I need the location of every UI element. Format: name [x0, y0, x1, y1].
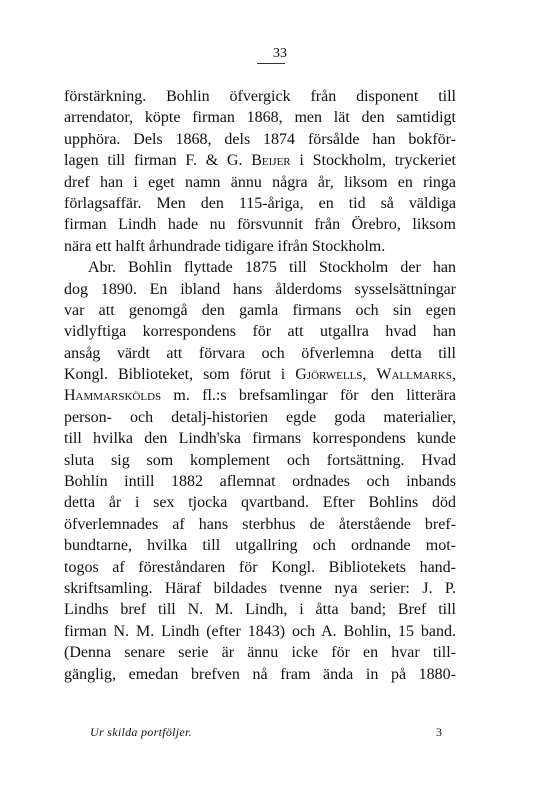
text-line: arrendator, köpte firman 1868, men lät den samtidigt — [64, 109, 456, 127]
signature-title: Ur skilda portföljer. — [90, 725, 192, 739]
footer — [90, 725, 442, 739]
text-line: firman Lindh hade nu försvunnit från Örebro, liksom — [64, 216, 456, 234]
text-line: öfverlemnades af hans sterbhus de återstående bref- — [64, 515, 456, 533]
text-line: upphöra. Dels 1868, dels 1874 försålde han bokför- — [64, 130, 456, 148]
text-line: till hvilka den Lindh'ska firmans korrespondens kunde — [64, 430, 456, 448]
text-line: Hammarskölds m. fl.:s brefsamlingar för den litterära — [64, 387, 456, 405]
text-line: lagen till firman F. & G. Beijer i Stockholm, tryckeriet — [64, 152, 457, 170]
text-line: nära ett halft århundrade tidigare ifrån Stockholm. — [64, 237, 386, 255]
page-number: 33 — [273, 46, 287, 61]
text-line: dref han i eget namn ännu några år, liksom en ringa — [64, 173, 456, 191]
text-line: dog 1890. En ibland hans ålderdoms sysselsättningar — [64, 280, 456, 298]
signature-number: 3 — [436, 725, 442, 739]
text-line: detta år i sex tjocka qvartband. Efter Bohlins död — [64, 494, 456, 512]
page-number-rule — [257, 63, 285, 64]
text-line: person- och detalj-historien egde goda materialier, — [64, 408, 456, 426]
text-line: firman N. M. Lindh (efter 1843) och A. Bohlin, 15 band. — [64, 622, 456, 640]
text-line: vidlyftiga korrespondens för att utgallra hvad han — [64, 323, 456, 341]
text-line: förlagsaffär. Men den 115-åriga, en tid så väldiga — [64, 194, 456, 212]
text-line: Bohlin intill 1882 aflemnat ordnades och inbands — [64, 473, 456, 491]
text-line: var att genomgå den gamla firmans och sin egen — [64, 301, 456, 319]
paragraph-start-line: Abr. Bohlin flyttade 1875 till Stockholm der han — [88, 259, 456, 277]
body-text — [64, 86, 456, 685]
text-line: sluta sig som komplement och fortsättning. Hvad — [64, 451, 456, 469]
text-line: Lindhs bref till N. M. Lindh, i åtta band; Bref till — [64, 601, 456, 619]
text-line: Kongl. Biblioteket, som förut i Gjörwells, Wallmarks, — [64, 366, 456, 384]
text-line: förstärkning. Bohlin öfvergick från disponent till — [64, 88, 456, 105]
text-line: togos af föreståndaren för Kongl. Bibliotekets hand- — [64, 558, 456, 576]
text-line: (Denna senare serie är ännu icke för en hvar till- — [64, 644, 456, 662]
text-line: ansåg värdt att förvara och öfverlemna detta till — [64, 344, 456, 362]
text-line: skriftsamling. Häraf bildades tvenne nya serier: J. P. — [64, 579, 456, 597]
text-line: bundtarne, hvilka till utgallring och ordnande mot- — [64, 537, 456, 555]
text-line: gänglig, emedan brefven nå fram ända in på 1880- — [64, 665, 456, 683]
